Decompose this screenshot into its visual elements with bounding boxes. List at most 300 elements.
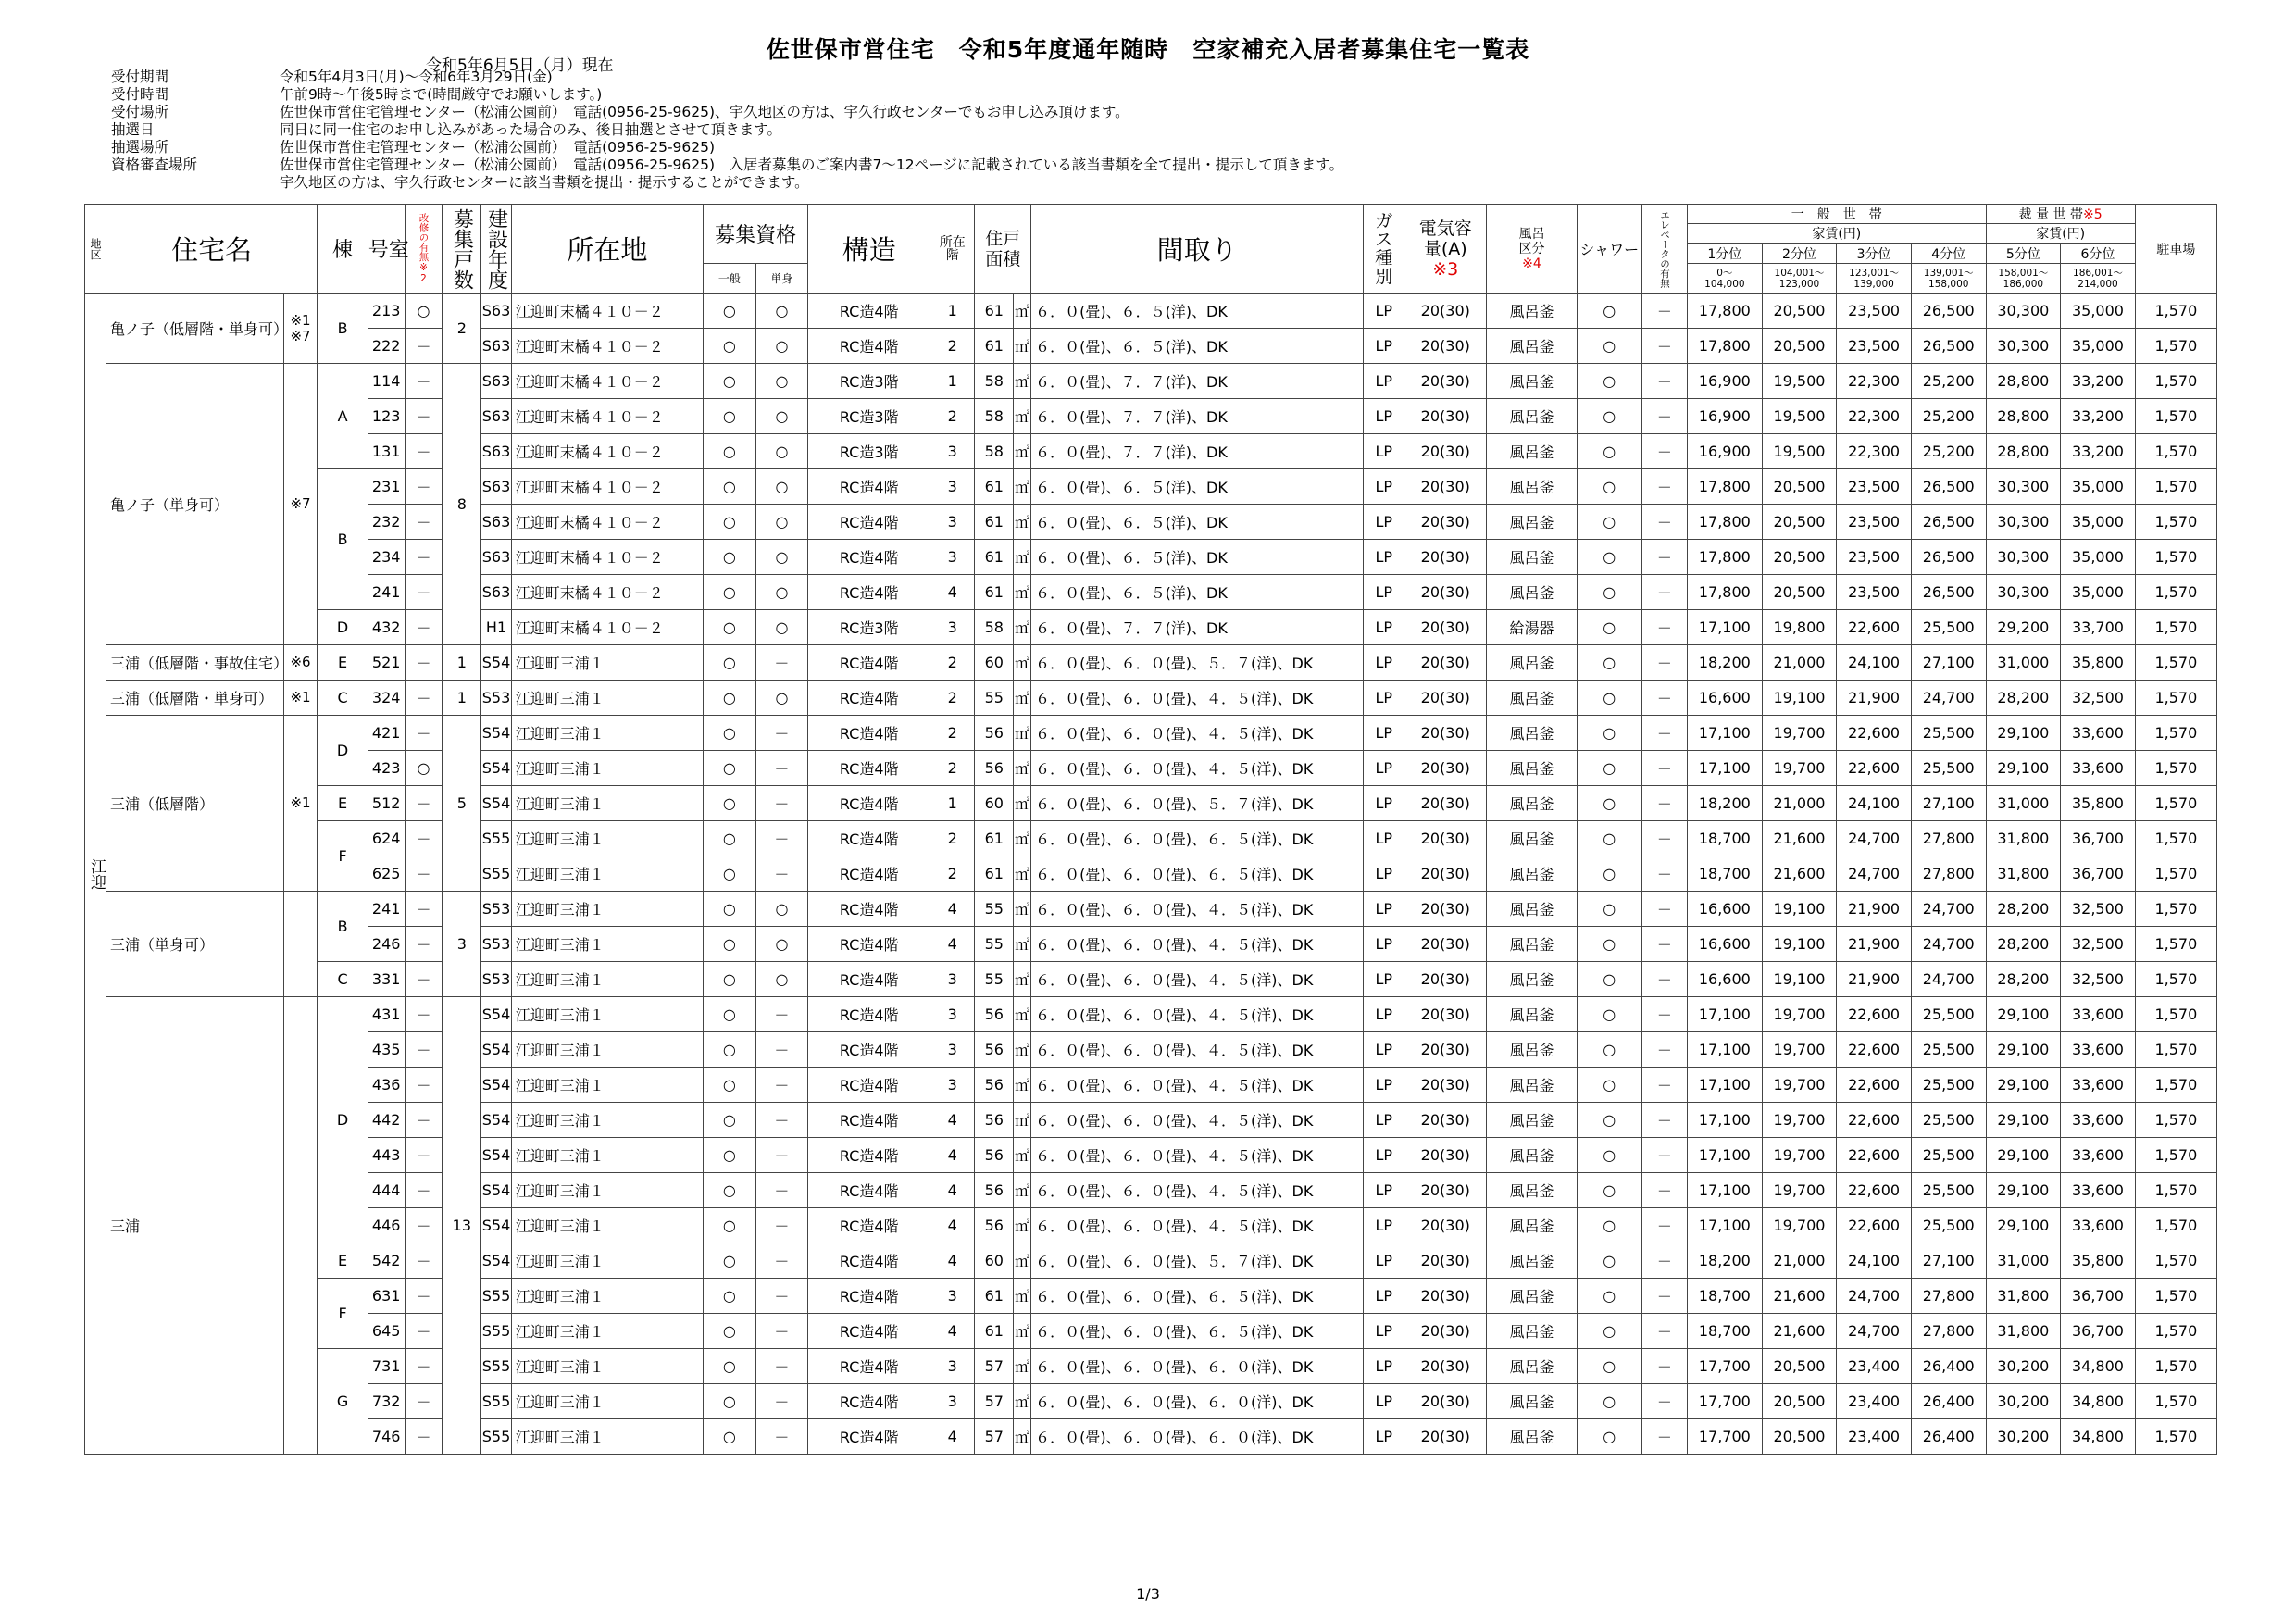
rent-q1: 17,100 — [1688, 997, 1763, 1032]
floor-cell: 1 — [930, 364, 975, 399]
rent-q5: 31,800 — [1986, 1279, 2061, 1314]
range-2: 104,001～ 123,000 — [1762, 264, 1837, 294]
qual-general-cell: ○ — [704, 434, 756, 469]
rent-q6: 32,500 — [2061, 892, 2136, 927]
layout-cell: ６．０(畳)、６．０(畳)、４．５(洋)、DK — [1031, 1173, 1364, 1208]
renov-cell: － — [405, 1349, 443, 1384]
rent-q1: 17,100 — [1688, 1068, 1763, 1103]
elevator-cell: － — [1641, 821, 1687, 856]
shower-cell: ○ — [1577, 681, 1641, 716]
rent-q5: 28,200 — [1986, 892, 2061, 927]
elevator-cell: － — [1641, 1419, 1687, 1455]
layout-cell: ６．０(畳)、６．０(畳)、４．５(洋)、DK — [1031, 1138, 1364, 1173]
renov-cell: － — [405, 1032, 443, 1068]
built-cell: S54 — [481, 1208, 511, 1243]
address-cell: 江迎町三浦１ — [511, 681, 703, 716]
rent-q2: 19,700 — [1762, 1173, 1837, 1208]
layout-cell: ６．０(畳)、６．５(洋)、DK — [1031, 575, 1364, 610]
shower-cell: ○ — [1577, 751, 1641, 786]
renov-cell: － — [405, 329, 443, 364]
housing-note: ※7 — [283, 364, 318, 645]
area-cell: 61 — [975, 469, 1014, 505]
shower-cell: ○ — [1577, 294, 1641, 329]
gas-cell: LP — [1364, 1103, 1404, 1138]
gas-cell: LP — [1364, 927, 1404, 962]
parking-cell: 1,570 — [2135, 786, 2216, 821]
area-unit-cell: ㎡ — [1014, 505, 1031, 540]
floor-cell: 3 — [930, 540, 975, 575]
structure-cell: RC造4階 — [808, 821, 930, 856]
structure-cell: RC造4階 — [808, 645, 930, 681]
elevator-cell: － — [1641, 540, 1687, 575]
rent-general: 家賃(円) — [1688, 224, 1987, 244]
rent-q4: 26,500 — [1911, 294, 1986, 329]
elevator-cell: － — [1641, 892, 1687, 927]
area-unit-cell: ㎡ — [1014, 575, 1031, 610]
table-row — [85, 1314, 2217, 1349]
gas-cell: LP — [1364, 575, 1404, 610]
rent-q4: 25,500 — [1911, 610, 1986, 645]
building-cell: E — [318, 645, 368, 681]
rent-q6: 35,800 — [2061, 645, 2136, 681]
qual-general-cell: ○ — [704, 1032, 756, 1068]
range-3: 123,001～ 139,000 — [1837, 264, 1912, 294]
address-cell: 江迎町三浦１ — [511, 751, 703, 786]
bath-cell: 風呂釜 — [1487, 1279, 1577, 1314]
shower-cell: ○ — [1577, 892, 1641, 927]
building-cell: E — [318, 1243, 368, 1279]
rent-q4: 25,500 — [1911, 751, 1986, 786]
area-cell: 56 — [975, 997, 1014, 1032]
table-row — [85, 364, 2217, 399]
rent-q6: 36,700 — [2061, 821, 2136, 856]
structure-cell: RC造4階 — [808, 540, 930, 575]
rent-q6: 34,800 — [2061, 1349, 2136, 1384]
renov-cell: － — [405, 399, 443, 434]
rent-q5: 29,200 — [1986, 610, 2061, 645]
address-cell: 江迎町三浦１ — [511, 821, 703, 856]
bath-cell: 風呂釜 — [1487, 786, 1577, 821]
parking-cell: 1,570 — [2135, 856, 2216, 892]
built-cell: S63 — [481, 469, 511, 505]
parking-cell: 1,570 — [2135, 1068, 2216, 1103]
rent-q4: 26,500 — [1911, 469, 1986, 505]
rent-q1: 17,800 — [1688, 469, 1763, 505]
structure-cell: RC造4階 — [808, 962, 930, 997]
rent-q1: 18,200 — [1688, 1243, 1763, 1279]
bath-cell: 風呂釜 — [1487, 927, 1577, 962]
building-cell: D — [318, 610, 368, 645]
qual-single-cell: ○ — [755, 575, 808, 610]
address-cell: 江迎町末橘４１０－２ — [511, 575, 703, 610]
layout-cell: ６．０(畳)、６．０(畳)、４．５(洋)、DK — [1031, 962, 1364, 997]
gas-cell: LP — [1364, 469, 1404, 505]
bath-cell: 風呂釜 — [1487, 1103, 1577, 1138]
floor-cell: 3 — [930, 1068, 975, 1103]
address-cell: 江迎町末橘４１０－２ — [511, 469, 703, 505]
built-cell: S55 — [481, 1279, 511, 1314]
area-unit-cell: ㎡ — [1014, 610, 1031, 645]
renov-cell: － — [405, 610, 443, 645]
rent-q2: 21,000 — [1762, 645, 1837, 681]
parking-cell: 1,570 — [2135, 575, 2216, 610]
qual-single: 単身 — [755, 264, 808, 294]
bath-cell: 風呂釜 — [1487, 469, 1577, 505]
bath-cell: 風呂釜 — [1487, 681, 1577, 716]
qual-single-cell: ○ — [755, 962, 808, 997]
renov-cell: － — [405, 1314, 443, 1349]
col-built: 建設年度 — [481, 205, 511, 294]
rent-q3: 23,400 — [1837, 1384, 1912, 1419]
rent-q5: 30,300 — [1986, 469, 2061, 505]
qual-general-cell: ○ — [704, 681, 756, 716]
room-cell: 123 — [368, 399, 405, 434]
layout-cell: ６．０(畳)、６．０(畳)、４．５(洋)、DK — [1031, 681, 1364, 716]
elec-cell: 20(30) — [1404, 1068, 1487, 1103]
qual-general-cell: ○ — [704, 997, 756, 1032]
layout-cell: ６．０(畳)、６．０(畳)、４．５(洋)、DK — [1031, 892, 1364, 927]
rent-q6: 35,000 — [2061, 505, 2136, 540]
qual-single-cell: － — [755, 1032, 808, 1068]
bath-cell: 風呂釜 — [1487, 856, 1577, 892]
gas-cell: LP — [1364, 751, 1404, 786]
elevator-cell: － — [1641, 1384, 1687, 1419]
gas-cell: LP — [1364, 856, 1404, 892]
structure-cell: RC造4階 — [808, 329, 930, 364]
col-elec: 電気容量(A) ※3 — [1404, 205, 1487, 294]
structure-cell: RC造4階 — [808, 856, 930, 892]
room-cell: 432 — [368, 610, 405, 645]
rent-q2: 19,500 — [1762, 434, 1837, 469]
table-row — [85, 434, 2217, 469]
elevator-cell: － — [1641, 329, 1687, 364]
building-cell: B — [318, 469, 368, 610]
area-unit-cell: ㎡ — [1014, 469, 1031, 505]
info-row — [111, 121, 1343, 139]
structure-cell: RC造4階 — [808, 1173, 930, 1208]
building-cell: D — [318, 716, 368, 786]
area-unit-cell: ㎡ — [1014, 962, 1031, 997]
rent-q1: 16,600 — [1688, 892, 1763, 927]
floor-cell: 3 — [930, 505, 975, 540]
col-parking: 駐車場 — [2135, 205, 2216, 294]
units-cell: 5 — [443, 716, 481, 892]
qual-single-cell: ○ — [755, 469, 808, 505]
page-title: 佐世保市営住宅 令和5年度通年随時 空家補充入居者募集住宅一覧表 — [766, 36, 1530, 63]
area-unit-cell: ㎡ — [1014, 997, 1031, 1032]
info-value: 佐世保市営住宅管理センター（松浦公園前） 電話(0956-25-9625) 入居者募集のご案内書7～12ページに記載されている該当書類を全て提出・提示して頂きます。 — [280, 156, 1344, 173]
housing-name: 三浦（単身可） — [106, 892, 284, 997]
q1: 1分位 — [1688, 244, 1763, 264]
elec-cell: 20(30) — [1404, 1279, 1487, 1314]
table-row — [85, 645, 2217, 681]
table-row — [85, 1208, 2217, 1243]
shower-cell: ○ — [1577, 645, 1641, 681]
qual-single-cell: ○ — [755, 681, 808, 716]
layout-cell: ６．０(畳)、７．７(洋)、DK — [1031, 610, 1364, 645]
layout-cell: ６．０(畳)、６．０(畳)、４．５(洋)、DK — [1031, 997, 1364, 1032]
structure-cell: RC造4階 — [808, 505, 930, 540]
area-unit-cell: ㎡ — [1014, 434, 1031, 469]
rent-q6: 33,200 — [2061, 364, 2136, 399]
rent-q4: 26,500 — [1911, 505, 1986, 540]
structure-cell: RC造4階 — [808, 751, 930, 786]
layout-cell: ６．０(畳)、６．０(畳)、５．７(洋)、DK — [1031, 1243, 1364, 1279]
address-cell: 江迎町三浦１ — [511, 645, 703, 681]
parking-cell: 1,570 — [2135, 505, 2216, 540]
info-key: 抽選場所 — [111, 139, 169, 156]
floor-cell: 3 — [930, 1384, 975, 1419]
rent-q1: 17,100 — [1688, 1032, 1763, 1068]
building-cell: A — [318, 364, 368, 469]
rent-q5: 29,100 — [1986, 997, 2061, 1032]
parking-cell: 1,570 — [2135, 645, 2216, 681]
rent-q2: 20,500 — [1762, 1349, 1837, 1384]
room-cell: 731 — [368, 1349, 405, 1384]
rent-q6: 36,700 — [2061, 1314, 2136, 1349]
elec-cell: 20(30) — [1404, 927, 1487, 962]
room-cell: 114 — [368, 364, 405, 399]
rent-q3: 22,600 — [1837, 1208, 1912, 1243]
building-cell: D — [318, 997, 368, 1243]
col-bath: 風呂区分 ※4 — [1487, 205, 1577, 294]
rent-q5: 28,200 — [1986, 681, 2061, 716]
table-row — [85, 997, 2217, 1032]
address-cell: 江迎町末橘４１０－２ — [511, 399, 703, 434]
rent-q6: 32,500 — [2061, 681, 2136, 716]
info-row — [111, 104, 1343, 121]
qual-general-cell: ○ — [704, 1138, 756, 1173]
area-unit-cell: ㎡ — [1014, 1314, 1031, 1349]
rent-q2: 21,600 — [1762, 856, 1837, 892]
renov-cell: ○ — [405, 294, 443, 329]
elevator-cell: － — [1641, 681, 1687, 716]
rent-q5: 29,100 — [1986, 751, 2061, 786]
rent-q5: 29,100 — [1986, 1068, 2061, 1103]
qual-general-cell: ○ — [704, 1173, 756, 1208]
floor-cell: 4 — [930, 892, 975, 927]
qual-single-cell: － — [755, 1384, 808, 1419]
parking-cell: 1,570 — [2135, 434, 2216, 469]
area-unit-cell: ㎡ — [1014, 892, 1031, 927]
rent-q5: 30,200 — [1986, 1419, 2061, 1455]
gas-cell: LP — [1364, 399, 1404, 434]
renov-cell: － — [405, 1419, 443, 1455]
rent-q2: 20,500 — [1762, 505, 1837, 540]
qual-general-cell: ○ — [704, 1419, 756, 1455]
area-cell: 58 — [975, 364, 1014, 399]
renov-cell: － — [405, 469, 443, 505]
parking-cell: 1,570 — [2135, 997, 2216, 1032]
renov-cell: ○ — [405, 751, 443, 786]
gas-cell: LP — [1364, 997, 1404, 1032]
col-name: 住宅名 — [106, 205, 318, 294]
room-cell: 624 — [368, 821, 405, 856]
rent-q6: 33,600 — [2061, 716, 2136, 751]
rent-q4: 26,500 — [1911, 329, 1986, 364]
gas-cell: LP — [1364, 1032, 1404, 1068]
floor-cell: 4 — [930, 1208, 975, 1243]
qual-single-cell: － — [755, 1138, 808, 1173]
built-cell: S54 — [481, 716, 511, 751]
room-cell: 231 — [368, 469, 405, 505]
rent-q3: 24,100 — [1837, 1243, 1912, 1279]
rent-q6: 33,600 — [2061, 1138, 2136, 1173]
rent-q6: 34,800 — [2061, 1384, 2136, 1419]
room-cell: 241 — [368, 892, 405, 927]
gas-cell: LP — [1364, 1243, 1404, 1279]
rent-q1: 17,800 — [1688, 505, 1763, 540]
table-row — [85, 1032, 2217, 1068]
qual-single-cell: － — [755, 1243, 808, 1279]
area-unit-cell: ㎡ — [1014, 1068, 1031, 1103]
structure-cell: RC造4階 — [808, 1208, 930, 1243]
room-cell: 331 — [368, 962, 405, 997]
rent-q6: 36,700 — [2061, 1279, 2136, 1314]
elevator-cell: － — [1641, 294, 1687, 329]
rent-q5: 29,100 — [1986, 1208, 2061, 1243]
col-qual: 募集資格 — [704, 205, 808, 264]
qual-single-cell: － — [755, 1419, 808, 1455]
elevator-cell: － — [1641, 1103, 1687, 1138]
address-cell: 江迎町三浦１ — [511, 786, 703, 821]
rent-q1: 18,700 — [1688, 821, 1763, 856]
rent-q4: 25,200 — [1911, 399, 1986, 434]
rent-q2: 21,600 — [1762, 821, 1837, 856]
housing-note — [283, 892, 318, 997]
rent-q3: 22,600 — [1837, 1068, 1912, 1103]
rent-q1: 17,100 — [1688, 1173, 1763, 1208]
area-unit-cell: ㎡ — [1014, 856, 1031, 892]
structure-cell: RC造4階 — [808, 1138, 930, 1173]
q6: 6分位 — [2061, 244, 2136, 264]
rent-q4: 27,800 — [1911, 821, 1986, 856]
rent-q6: 33,600 — [2061, 1103, 2136, 1138]
rent-q2: 20,500 — [1762, 1384, 1837, 1419]
elec-cell: 20(30) — [1404, 329, 1487, 364]
as-of-date: 令和5年6月5日（月）現在 — [426, 56, 614, 75]
address-cell: 江迎町三浦１ — [511, 1032, 703, 1068]
rent-q1: 16,900 — [1688, 364, 1763, 399]
renov-cell: － — [405, 434, 443, 469]
gas-cell: LP — [1364, 821, 1404, 856]
floor-cell: 1 — [930, 786, 975, 821]
area-unit-cell: ㎡ — [1014, 645, 1031, 681]
address-cell: 江迎町末橘４１０－２ — [511, 329, 703, 364]
area-cell: 55 — [975, 892, 1014, 927]
built-cell: S54 — [481, 1243, 511, 1279]
shower-cell: ○ — [1577, 610, 1641, 645]
elevator-cell: － — [1641, 1032, 1687, 1068]
shower-cell: ○ — [1577, 821, 1641, 856]
col-layout: 間取り — [1031, 205, 1364, 294]
rent-q4: 27,100 — [1911, 1243, 1986, 1279]
built-cell: S54 — [481, 1173, 511, 1208]
structure-cell: RC造3階 — [808, 399, 930, 434]
rent-q2: 19,700 — [1762, 1032, 1837, 1068]
address-cell: 江迎町三浦１ — [511, 1103, 703, 1138]
address-cell: 江迎町三浦１ — [511, 962, 703, 997]
qual-single-cell: ○ — [755, 610, 808, 645]
bath-cell: 風呂釜 — [1487, 399, 1577, 434]
area-unit-cell: ㎡ — [1014, 1138, 1031, 1173]
area-cell: 60 — [975, 786, 1014, 821]
structure-cell: RC造4階 — [808, 716, 930, 751]
table-row — [85, 1384, 2217, 1419]
renov-cell: － — [405, 892, 443, 927]
rent-q3: 24,700 — [1837, 1279, 1912, 1314]
shower-cell: ○ — [1577, 1349, 1641, 1384]
q3: 3分位 — [1837, 244, 1912, 264]
building-cell: C — [318, 681, 368, 716]
area-unit-cell: ㎡ — [1014, 1419, 1031, 1455]
info-row — [111, 156, 1343, 174]
table-row — [85, 927, 2217, 962]
area-cell: 56 — [975, 1103, 1014, 1138]
info-key: 資格審査場所 — [111, 156, 198, 173]
renov-cell: － — [405, 1208, 443, 1243]
rent-q3: 22,600 — [1837, 997, 1912, 1032]
rent-q5: 31,800 — [1986, 1314, 2061, 1349]
renov-cell: － — [405, 540, 443, 575]
area-cell: 60 — [975, 1243, 1014, 1279]
room-cell: 446 — [368, 1208, 405, 1243]
table-body — [85, 294, 2217, 1455]
area-cell: 61 — [975, 1314, 1014, 1349]
qual-general-cell: ○ — [704, 856, 756, 892]
table-row — [85, 399, 2217, 434]
layout-cell: ６．０(畳)、６．５(洋)、DK — [1031, 505, 1364, 540]
range-5: 158,001～ 186,000 — [1986, 264, 2061, 294]
layout-cell: ６．０(畳)、６．０(畳)、４．５(洋)、DK — [1031, 751, 1364, 786]
qual-single-cell: － — [755, 1068, 808, 1103]
rent-q5: 31,000 — [1986, 1243, 2061, 1279]
qual-general-cell: ○ — [704, 329, 756, 364]
built-cell: S54 — [481, 786, 511, 821]
address-cell: 江迎町末橘４１０－２ — [511, 505, 703, 540]
parking-cell: 1,570 — [2135, 399, 2216, 434]
elec-cell: 20(30) — [1404, 1349, 1487, 1384]
elevator-cell: － — [1641, 997, 1687, 1032]
shower-cell: ○ — [1577, 1314, 1641, 1349]
built-cell: S63 — [481, 364, 511, 399]
built-cell: S55 — [481, 1419, 511, 1455]
col-structure: 構造 — [808, 205, 930, 294]
gas-cell: LP — [1364, 892, 1404, 927]
rent-q2: 19,700 — [1762, 751, 1837, 786]
rent-q1: 18,200 — [1688, 786, 1763, 821]
floor-cell: 4 — [930, 575, 975, 610]
elevator-cell: － — [1641, 645, 1687, 681]
qual-single-cell: － — [755, 1208, 808, 1243]
floor-cell: 3 — [930, 997, 975, 1032]
qual-single-cell: － — [755, 1349, 808, 1384]
col-elevator: エレベータの有無 — [1641, 205, 1687, 294]
area-cell: 58 — [975, 610, 1014, 645]
room-cell: 246 — [368, 927, 405, 962]
shower-cell: ○ — [1577, 399, 1641, 434]
rent-q1: 18,700 — [1688, 856, 1763, 892]
rent-q5: 28,800 — [1986, 364, 2061, 399]
shower-cell: ○ — [1577, 716, 1641, 751]
area-cell: 61 — [975, 1279, 1014, 1314]
room-cell: 423 — [368, 751, 405, 786]
area-unit-cell: ㎡ — [1014, 1173, 1031, 1208]
address-cell: 江迎町末橘４１０－２ — [511, 540, 703, 575]
building-cell: E — [318, 786, 368, 821]
rent-q1: 16,600 — [1688, 681, 1763, 716]
parking-cell: 1,570 — [2135, 892, 2216, 927]
